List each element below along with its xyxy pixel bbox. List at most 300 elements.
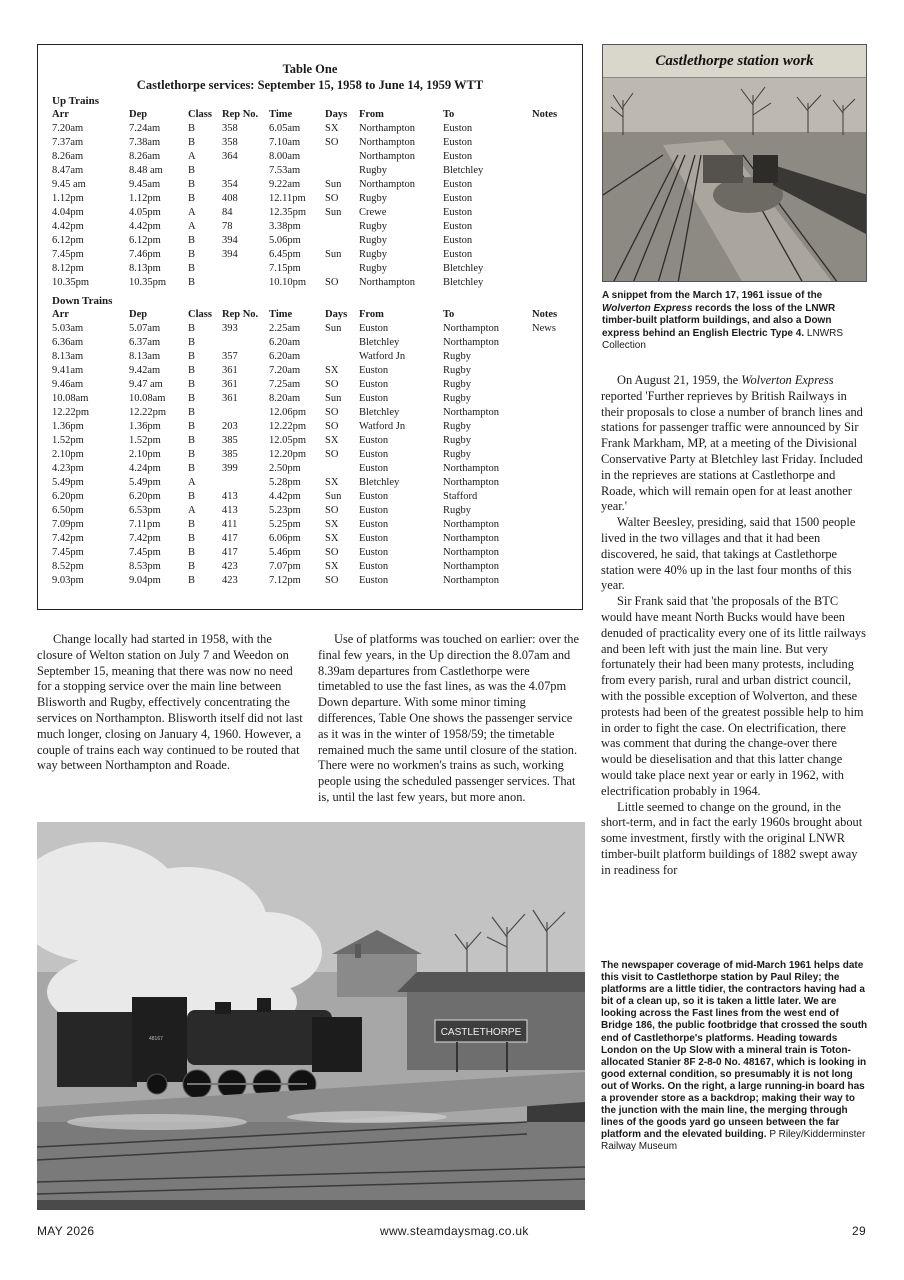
- table-cell: Euston: [443, 221, 473, 232]
- table-row: [38, 378, 582, 392]
- footer-url[interactable]: www.steamdaysmag.co.uk: [380, 1224, 529, 1238]
- table-cell: 408: [222, 193, 238, 204]
- table-cell: SX: [325, 561, 339, 572]
- table-cell: 6.45pm: [269, 249, 301, 260]
- table-cell: B: [188, 435, 196, 446]
- footer-date: MAY 2026: [37, 1224, 95, 1238]
- locomotive-number: 48167: [149, 1036, 163, 1042]
- table-cell: 417: [222, 547, 238, 558]
- table-cell: 9.03pm: [52, 575, 84, 586]
- table-cell: Euston: [359, 575, 389, 586]
- article-col3: [601, 373, 867, 879]
- table-cell: SO: [325, 379, 339, 390]
- column-header: Notes: [532, 309, 558, 320]
- table-cell: 8.47am: [52, 165, 84, 176]
- table-cell: 7.20am: [269, 365, 301, 376]
- table-cell: Rugby: [443, 393, 472, 404]
- table-cell: 5.07am: [129, 323, 161, 334]
- table-cell: 5.03am: [52, 323, 84, 334]
- clipping-caption-credit: LNWRS Collection: [602, 327, 844, 351]
- table-cell: B: [188, 561, 196, 572]
- table-cell: 8.53pm: [129, 561, 161, 572]
- table-cell: SO: [325, 575, 339, 586]
- table-cell: 8.12pm: [52, 263, 84, 274]
- table-cell: Euston: [443, 249, 473, 260]
- table-cell: 5.49pm: [129, 477, 161, 488]
- table-cell: 361: [222, 379, 238, 390]
- article-col1-paragraph: Change locally had started in 1958, with the closure of Welton station on July 7 and Weedon on September 15, meaning that there was now no need for a stopping service over the main line between Blisworth and Rugby, effectively concentrating the services on Northampton. Blisworth itself did not last much longer, closing on January 4, 1960. However, a couple of trains each way continued to be routed that way between Northampton and Roade.: [37, 632, 303, 773]
- up-trains-heading: Up Trains: [52, 95, 99, 107]
- table-row: [38, 276, 582, 290]
- table-cell: 7.11pm: [129, 519, 161, 530]
- table-cell: B: [188, 337, 196, 348]
- table-cell: 9.42am: [129, 365, 161, 376]
- table-cell: Euston: [443, 235, 473, 246]
- table-cell: 413: [222, 505, 238, 516]
- table-cell: 12.22pm: [269, 421, 307, 432]
- table-cell: 4.04pm: [52, 207, 84, 218]
- column-header: Notes: [532, 109, 558, 120]
- table-cell: 385: [222, 435, 238, 446]
- table-cell: Northampton: [443, 561, 499, 572]
- table-cell: Northampton: [359, 151, 415, 162]
- table-cell: B: [188, 235, 196, 246]
- table-row: [38, 322, 582, 336]
- table-row: [38, 164, 582, 178]
- table-cell: Euston: [359, 435, 389, 446]
- table-cell: 7.09pm: [52, 519, 84, 530]
- station-sign-text: CASTLETHORPE: [440, 1027, 522, 1038]
- table-cell: 7.45pm: [52, 547, 84, 558]
- table-cell: B: [188, 351, 196, 362]
- down-trains-heading: Down Trains: [52, 295, 113, 307]
- table-row: [38, 234, 582, 248]
- table-cell: A: [188, 221, 196, 232]
- table-cell: Watford Jn: [359, 421, 406, 432]
- table-cell: 8.26am: [129, 151, 161, 162]
- table-cell: Crewe: [359, 207, 387, 218]
- table-cell: Rugby: [443, 351, 472, 362]
- table-cell: A: [188, 151, 196, 162]
- table-cell: B: [188, 249, 196, 260]
- table-cell: SX: [325, 435, 339, 446]
- table-cell: Sun: [325, 393, 342, 404]
- table-cell: 7.12pm: [269, 575, 301, 586]
- table-cell: Rugby: [443, 421, 472, 432]
- table-title-line2: Castlethorpe services: September 15, 1958 to June 14, 1959 WTT: [136, 78, 484, 92]
- table-cell: B: [188, 123, 196, 134]
- table-cell: 1.36pm: [52, 421, 84, 432]
- up-column-headers: [38, 108, 582, 122]
- table-cell: Euston: [359, 533, 389, 544]
- table-cell: Rugby: [443, 379, 472, 390]
- table-cell: 399: [222, 463, 238, 474]
- column-header: To: [443, 309, 455, 320]
- table-cell: Euston: [359, 491, 389, 502]
- table-cell: B: [188, 323, 196, 334]
- table-cell: Rugby: [359, 235, 388, 246]
- table-row: [38, 560, 582, 574]
- table-row: [38, 262, 582, 276]
- table-cell: 2.25am: [269, 323, 301, 334]
- table-row: [38, 406, 582, 420]
- table-cell: SO: [325, 421, 339, 432]
- table-row: [38, 206, 582, 220]
- table-cell: SO: [325, 547, 339, 558]
- table-cell: Bletchley: [359, 407, 400, 418]
- table-cell: 10.10pm: [269, 277, 307, 288]
- photo-caption-text: The newspaper coverage of mid-March 1961 helps date this visit to Castlethorpe station by Paul Riley; the platforms are a little tidier, the contractors having had a bit of a clean up, so it is taken a little later. We are looking across the Fast lines from the west end of Bridge 186, the public footbridge that crossed the south end of Castlethorpe's platforms. Heading towards London on the Up Slow with a mineral train is Toton-allocated Stanier 8F 2-8-0 No. 48167, which is looking in good external condition, so presumably it is not long out of Works. On the right, a large running-in board has a provender store as a backdrop; making their way to the junction with the main line, the merging through lines of the goods yard go unseen between the far platform and the elevated building.: [601, 960, 868, 1141]
- table-cell: Euston: [443, 123, 473, 134]
- table-cell: Euston: [359, 463, 389, 474]
- table-cell: 10.35pm: [52, 277, 90, 288]
- table-cell: 7.25am: [269, 379, 301, 390]
- table-row: [38, 420, 582, 434]
- table-cell: Bletchley: [443, 277, 484, 288]
- table-cell: Northampton: [359, 179, 415, 190]
- table-cell: 9.22am: [269, 179, 301, 190]
- table-cell: 2.10pm: [129, 449, 161, 460]
- table-cell: B: [188, 193, 196, 204]
- article-col3-paragraph-1: [601, 373, 867, 515]
- table-cell: 12.11pm: [269, 193, 306, 204]
- table-cell: Rugby: [359, 165, 388, 176]
- table-cell: Northampton: [443, 477, 499, 488]
- table-row: [38, 192, 582, 206]
- table-cell: 12.05pm: [269, 435, 307, 446]
- table-cell: 385: [222, 449, 238, 460]
- table-cell: B: [188, 575, 196, 586]
- table-cell: 12.22pm: [52, 407, 90, 418]
- column-header: Days: [325, 109, 348, 120]
- table-cell: Euston: [443, 151, 473, 162]
- column-header: Arr: [52, 309, 69, 320]
- table-cell: 361: [222, 365, 238, 376]
- table-cell: 6.36am: [52, 337, 84, 348]
- table-cell: 10.08am: [52, 393, 89, 404]
- table-title: [38, 61, 582, 93]
- table-cell: B: [188, 463, 196, 474]
- table-cell: 4.05pm: [129, 207, 161, 218]
- table-cell: 9.04pm: [129, 575, 161, 586]
- table-cell: 7.07pm: [269, 561, 301, 572]
- table-cell: 1.52pm: [52, 435, 84, 446]
- table-cell: 364: [222, 151, 238, 162]
- table-cell: 7.53am: [269, 165, 301, 176]
- table-cell: 7.45pm: [129, 547, 161, 558]
- table-cell: B: [188, 547, 196, 558]
- table-cell: B: [188, 393, 196, 404]
- table-row: [38, 490, 582, 504]
- column-header: Arr: [52, 109, 69, 120]
- table-cell: 1.52pm: [129, 435, 161, 446]
- col3-p1-text-a: On August 21, 1959, the: [617, 373, 742, 387]
- footer-page-number: 29: [852, 1224, 866, 1238]
- table-cell: 84: [222, 207, 233, 218]
- table-cell: SO: [325, 407, 339, 418]
- table-cell: SX: [325, 123, 339, 134]
- column-header: Rep No.: [222, 309, 259, 320]
- article-col3-paragraph-4: Little seemed to change on the ground, in the short-term, and in fact the early 1960s brought about some investment, firstly with the original LNWR timber-built platform buildings of 1882 swept away in readiness for: [601, 799, 863, 877]
- column-header: Rep No.: [222, 109, 259, 120]
- table-row: [38, 364, 582, 378]
- table-cell: 6.06pm: [269, 533, 301, 544]
- table-cell: News: [532, 323, 556, 334]
- column-header: Dep: [129, 309, 148, 320]
- table-cell: Euston: [359, 561, 389, 572]
- table-cell: Northampton: [443, 547, 499, 558]
- table-cell: Euston: [443, 137, 473, 148]
- table-cell: 423: [222, 575, 238, 586]
- photo-caption-credit: P Riley/Kidderminster Railway Museum: [601, 1129, 866, 1153]
- table-cell: Sun: [325, 179, 342, 190]
- table-cell: A: [188, 477, 196, 488]
- table-cell: Northampton: [359, 277, 415, 288]
- table-cell: Northampton: [443, 533, 499, 544]
- table-cell: A: [188, 505, 196, 516]
- table-cell: 8.13am: [52, 351, 84, 362]
- table-row: [38, 136, 582, 150]
- table-row: [38, 462, 582, 476]
- table-cell: 10.35pm: [129, 277, 167, 288]
- column-header: Time: [269, 309, 293, 320]
- table-cell: 7.10am: [269, 137, 301, 148]
- clipping-caption: [602, 290, 868, 353]
- table-row: [38, 574, 582, 588]
- table-cell: 6.12pm: [52, 235, 84, 246]
- column-header: Dep: [129, 109, 148, 120]
- table-row: [38, 150, 582, 164]
- table-cell: 2.50pm: [269, 463, 301, 474]
- table-cell: B: [188, 263, 196, 274]
- table-cell: 8.13am: [129, 351, 161, 362]
- table-cell: 6.20am: [269, 351, 301, 362]
- table-cell: SO: [325, 277, 339, 288]
- table-row: [38, 518, 582, 532]
- table-cell: B: [188, 365, 196, 376]
- table-cell: 6.20am: [269, 337, 301, 348]
- table-cell: 6.20pm: [129, 491, 161, 502]
- table-cell: B: [188, 165, 196, 176]
- table-cell: Northampton: [359, 137, 415, 148]
- table-cell: B: [188, 407, 196, 418]
- clipping-caption-publication: Wolverton Express: [602, 302, 693, 314]
- table-cell: Euston: [443, 179, 473, 190]
- table-cell: SX: [325, 519, 339, 530]
- table-cell: Rugby: [443, 449, 472, 460]
- newspaper-clipping-photo: [602, 44, 867, 282]
- down-column-headers: [38, 308, 582, 322]
- column-header: Days: [325, 309, 348, 320]
- table-cell: 5.28pm: [269, 477, 301, 488]
- table-cell: B: [188, 179, 196, 190]
- table-title-line1: Table One: [282, 62, 338, 76]
- table-cell: Rugby: [359, 263, 388, 274]
- table-row: [38, 350, 582, 364]
- table-cell: 7.24am: [129, 123, 161, 134]
- table-cell: Euston: [359, 547, 389, 558]
- table-cell: 7.38am: [129, 137, 161, 148]
- table-cell: SO: [325, 449, 339, 460]
- table-cell: Sun: [325, 323, 342, 334]
- table-cell: 9.47 am: [129, 379, 163, 390]
- table-row: [38, 392, 582, 406]
- table-cell: 6.37am: [129, 337, 161, 348]
- article-col3-paragraph-2: Walter Beesley, presiding, said that 1500 people lived in the two villages and that it had been discovered, he said, that takings at Castlethorpe station were 40% up in the last four months of this year.: [601, 515, 856, 593]
- table-cell: Euston: [359, 505, 389, 516]
- table-cell: 4.23pm: [52, 463, 84, 474]
- column-header: Time: [269, 109, 293, 120]
- column-header: From: [359, 309, 384, 320]
- table-cell: Bletchley: [443, 165, 484, 176]
- table-cell: B: [188, 519, 196, 530]
- table-cell: Northampton: [443, 323, 499, 334]
- table-cell: 78: [222, 221, 233, 232]
- table-cell: Watford Jn: [359, 351, 406, 362]
- table-cell: 5.46pm: [269, 547, 301, 558]
- table-cell: Stafford: [443, 491, 478, 502]
- clipping-caption-text-b: records the loss of the LNWR timber-built platform buildings, and also a Down express behind an English Electric Type 4.: [602, 302, 836, 339]
- clipping-caption-text-a: A snippet from the March 17, 1961 issue of the: [602, 290, 823, 301]
- table-cell: 3.38pm: [269, 221, 301, 232]
- table-cell: Bletchley: [443, 263, 484, 274]
- table-cell: 9.45am: [129, 179, 161, 190]
- table-cell: 2.10pm: [52, 449, 84, 460]
- table-cell: 4.42pm: [269, 491, 301, 502]
- table-cell: SO: [325, 505, 339, 516]
- table-row: [38, 336, 582, 350]
- table-row: [38, 448, 582, 462]
- table-cell: 8.26am: [52, 151, 84, 162]
- table-cell: 417: [222, 533, 238, 544]
- table-cell: 394: [222, 235, 238, 246]
- table-cell: 8.52pm: [52, 561, 84, 572]
- table-row: [38, 434, 582, 448]
- table-cell: 12.22pm: [129, 407, 167, 418]
- table-cell: Rugby: [359, 193, 388, 204]
- table-cell: Northampton: [443, 463, 499, 474]
- article-col2-paragraph: Use of platforms was touched on earlier: over the final few years, in the Up direction the 8.07am and 8.39am departures from Castlethorpe were timetabled to use the fast lines, as was the 4.07pm Down departure. With some minor timing differences, Table One shows the passenger service as it was in the winter of 1958/59; the timetable remained much the same until closure of the station. There were no workmen's trains as such, working people using the scheduled passenger services. That is, until the last few years, but more anon.: [318, 632, 579, 804]
- table-cell: 393: [222, 323, 238, 334]
- table-cell: 1.12pm: [129, 193, 161, 204]
- table-cell: 1.36pm: [129, 421, 161, 432]
- table-cell: 7.20am: [52, 123, 84, 134]
- table-cell: 413: [222, 491, 238, 502]
- table-cell: 7.42pm: [52, 533, 84, 544]
- table-row: [38, 122, 582, 136]
- table-row: [38, 248, 582, 262]
- table-cell: 394: [222, 249, 238, 260]
- table-cell: 9.41am: [52, 365, 84, 376]
- column-header: Class: [188, 109, 212, 120]
- table-cell: Rugby: [443, 365, 472, 376]
- table-cell: SO: [325, 137, 339, 148]
- article-col3-paragraph-3: Sir Frank said that 'the proposals of the BTC would have meant North Bucks would have been denuded of practicality every one of its little railways and been left with just the main line. But very fortunately their had been many protests, including from every parish, rural and urban district council, with the possible exception of Wolverton, and these protests had been of the greatest possible help to him in order to fight the case. On electrification, there was comment that during the change-over there would be dieselisation and that this latter change would take place next year or early in 1962, with electrification probably in 1964.: [601, 594, 866, 798]
- col3-p1-publication: Wolverton Express: [741, 373, 834, 387]
- table-cell: Rugby: [443, 505, 472, 516]
- table-cell: Euston: [359, 393, 389, 404]
- table-cell: 4.42pm: [52, 221, 84, 232]
- table-cell: Sun: [325, 491, 342, 502]
- table-row: [38, 178, 582, 192]
- table-cell: 358: [222, 137, 238, 148]
- table-row: [38, 504, 582, 518]
- table-cell: Euston: [443, 193, 473, 204]
- table-cell: Euston: [359, 449, 389, 460]
- table-cell: B: [188, 491, 196, 502]
- table-cell: 6.20pm: [52, 491, 84, 502]
- table-cell: 423: [222, 561, 238, 572]
- table-cell: Sun: [325, 207, 342, 218]
- table-cell: 9.45 am: [52, 179, 86, 190]
- table-cell: 7.37am: [52, 137, 84, 148]
- table-cell: 5.06pm: [269, 235, 301, 246]
- table-row: [38, 546, 582, 560]
- table-cell: 7.42pm: [129, 533, 161, 544]
- table-cell: 6.05am: [269, 123, 301, 134]
- table-cell: Rugby: [359, 221, 388, 232]
- table-cell: Northampton: [443, 337, 499, 348]
- table-cell: 354: [222, 179, 238, 190]
- table-row: [38, 220, 582, 234]
- table-cell: 8.48 am: [129, 165, 163, 176]
- table-cell: B: [188, 277, 196, 288]
- table-cell: 358: [222, 123, 238, 134]
- table-cell: 1.12pm: [52, 193, 84, 204]
- table-cell: Bletchley: [359, 337, 400, 348]
- table-cell: Euston: [359, 365, 389, 376]
- table-cell: 6.53pm: [129, 505, 161, 516]
- table-cell: 8.13pm: [129, 263, 161, 274]
- table-cell: B: [188, 533, 196, 544]
- table-cell: A: [188, 207, 196, 218]
- table-cell: Euston: [443, 207, 473, 218]
- table-row: [38, 532, 582, 546]
- table-cell: B: [188, 379, 196, 390]
- table-cell: 12.35pm: [269, 207, 307, 218]
- table-cell: 4.24pm: [129, 463, 161, 474]
- table-cell: SX: [325, 477, 339, 488]
- table-cell: B: [188, 137, 196, 148]
- table-cell: Rugby: [443, 435, 472, 446]
- table-cell: Northampton: [443, 407, 499, 418]
- table-cell: 9.46am: [52, 379, 84, 390]
- table-cell: 411: [222, 519, 238, 530]
- table-cell: Northampton: [359, 123, 415, 134]
- table-cell: 6.12pm: [129, 235, 161, 246]
- table-cell: Sun: [325, 249, 342, 260]
- table-cell: 5.25pm: [269, 519, 301, 530]
- table-cell: 6.50pm: [52, 505, 84, 516]
- column-header: Class: [188, 309, 212, 320]
- table-cell: 361: [222, 393, 238, 404]
- clipping-headline: Castlethorpe station work: [603, 45, 866, 78]
- table-cell: 8.00am: [269, 151, 301, 162]
- table-cell: 7.46pm: [129, 249, 161, 260]
- table-cell: SX: [325, 365, 339, 376]
- table-cell: 12.20pm: [269, 449, 307, 460]
- station-photo: [37, 822, 585, 1210]
- table-cell: 7.15pm: [269, 263, 301, 274]
- table-cell: Euston: [359, 379, 389, 390]
- table-cell: 5.23pm: [269, 505, 301, 516]
- col3-p1-text-b: reported 'Further reprieves by British Railways in their proposals to close a number of branch lines and stations for passenger traffic were announced by Sir Frank Markham, MP, at a meeting of the Divisional Conservative Party at Bletchley last Friday. Included in the reprieves are stations at Castlethorpe and Roade, which will remain open for at least another year.': [601, 388, 863, 514]
- column-header: To: [443, 109, 455, 120]
- table-cell: SO: [325, 193, 339, 204]
- table-cell: 12.06pm: [269, 407, 307, 418]
- table-cell: 4.42pm: [129, 221, 161, 232]
- table-cell: B: [188, 421, 196, 432]
